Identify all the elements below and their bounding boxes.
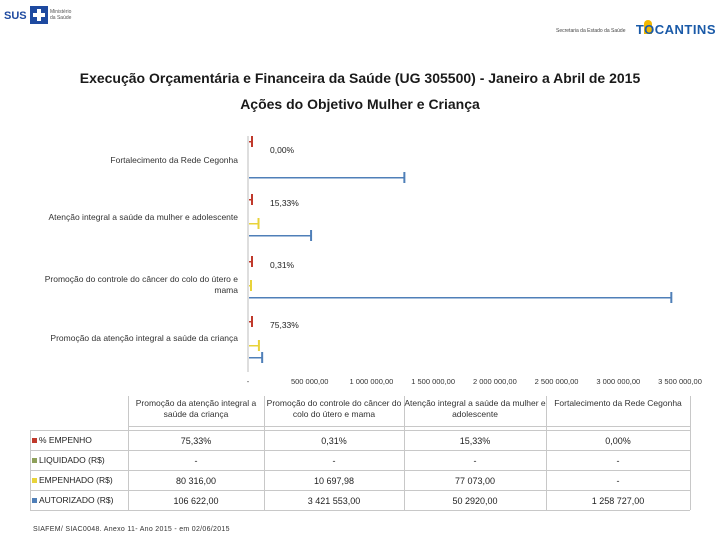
table-cell: 3 421 553,00 (307, 496, 361, 506)
table-cell: 75,33% (180, 436, 212, 446)
bar-3-3 (249, 357, 262, 359)
table-cell: 1 258 727,00 (591, 496, 645, 506)
x-tick-label: - (246, 377, 250, 386)
table-gridline (30, 490, 690, 491)
legend-label: EMPENHADO (R$) (39, 475, 113, 485)
bar-1-2 (249, 223, 259, 225)
bar-cap-3-3 (261, 352, 263, 363)
x-tick-label: 2 000 000,00 (472, 377, 517, 386)
category-label: Fortalecimento da Rede Cegonha (110, 155, 238, 165)
source-note: SIAFEM/ SIAC0048. Anexo 11- Ano 2015 - em 02/06/2015 (33, 526, 230, 533)
table-cell: 0,00% (605, 436, 631, 446)
table-row-label (32, 495, 126, 505)
table-cell: 0,31% (321, 436, 347, 446)
bar-cap-2-0 (251, 256, 253, 267)
percent-data-label: 0,31% (270, 260, 295, 270)
table-gridline (30, 470, 690, 471)
table-gridline (30, 430, 690, 431)
ministry-text: Ministério da Saúde (50, 9, 72, 21)
percent-data-label: 75,33% (270, 320, 299, 330)
bar-cap-0-0 (251, 136, 253, 147)
bar-cap-3-0 (251, 316, 253, 327)
sus-logo-text: SUS (4, 10, 27, 22)
table-cell: - (616, 476, 620, 486)
table-cell: 106 622,00 (173, 496, 219, 506)
legend-label: % EMPENHO (39, 435, 92, 445)
percent-data-label: 15,33% (270, 198, 299, 208)
table-cell: 15,33% (459, 436, 491, 446)
legend-swatch (32, 498, 37, 503)
secretaria-text: Secretaria da Estado da Saúde (556, 28, 626, 34)
category-label: Promoção do controle do câncer do colo do útero e mama (44, 274, 238, 295)
table-row-label (32, 435, 126, 445)
table-gridline (546, 396, 547, 510)
x-tick-label: 1 500 000,00 (411, 377, 456, 386)
table-cell: - (473, 456, 477, 466)
bar-0-3 (249, 177, 404, 179)
category-label: Atenção integral a saúde da mulher e adolescente (48, 212, 238, 222)
x-tick-label: 1 000 000,00 (349, 377, 394, 386)
legend-swatch (32, 478, 37, 483)
bar-2-3 (249, 297, 671, 299)
legend-label: AUTORIZADO (R$) (39, 495, 114, 505)
chart-title: Execução Orçamentária e Financeira da Saúde (UG 305500) - Janeiro a Abril de 2015 (79, 70, 641, 86)
bar-cap-2-2 (250, 280, 252, 291)
table-row-label (32, 455, 126, 465)
category-label: Promoção da atenção integral a saúde da criança (50, 333, 238, 343)
table-gridline (30, 510, 690, 511)
table-cell: 10 697,98 (313, 476, 355, 486)
bar-1-3 (249, 235, 311, 237)
table-cell: 80 316,00 (175, 476, 217, 486)
bar-cap-3-2 (258, 340, 260, 351)
table-gridline (30, 450, 690, 451)
chart-subtitle: Ações do Objetivo Mulher e Criança (240, 96, 480, 112)
table-column-header: Promoção da atenção integral a saúde da criança (135, 398, 257, 419)
bar-cap-1-0 (251, 194, 253, 205)
bar-3-2 (249, 345, 259, 347)
bar-cap-2-3 (670, 292, 672, 303)
table-column-header: Atenção integral a saúde da mulher e adolescente (404, 398, 546, 419)
state-name: TOCANTINS (635, 22, 716, 37)
bar-cap-1-3 (310, 230, 312, 241)
bar-cap-0-3 (403, 172, 405, 183)
x-tick-label: 2 500 000,00 (534, 377, 579, 386)
legend-swatch (32, 438, 37, 443)
bar-cap-1-2 (258, 218, 260, 229)
table-cell: - (194, 456, 198, 466)
percent-data-label: 0,00% (270, 145, 295, 155)
x-tick-label: 500 000,00 (290, 377, 329, 386)
table-cell: - (616, 456, 620, 466)
x-tick-label: 3 000 000,00 (596, 377, 641, 386)
table-gridline (128, 426, 690, 427)
table-cell: - (332, 456, 336, 466)
x-tick-label: 3 500 000,00 (658, 377, 702, 386)
table-row-label (32, 475, 126, 485)
table-cell: 77 073,00 (454, 476, 496, 486)
table-column-header: Promoção do controle do câncer do colo do útero e mama (266, 398, 402, 419)
legend-label: LIQUIDADO (R$) (39, 455, 105, 465)
legend-swatch (32, 458, 37, 463)
table-column-header: Fortalecimento da Rede Cegonha (554, 398, 682, 408)
table-cell: 50 2920,00 (452, 496, 498, 506)
table-gridline (30, 430, 31, 510)
table-gridline (690, 396, 691, 510)
